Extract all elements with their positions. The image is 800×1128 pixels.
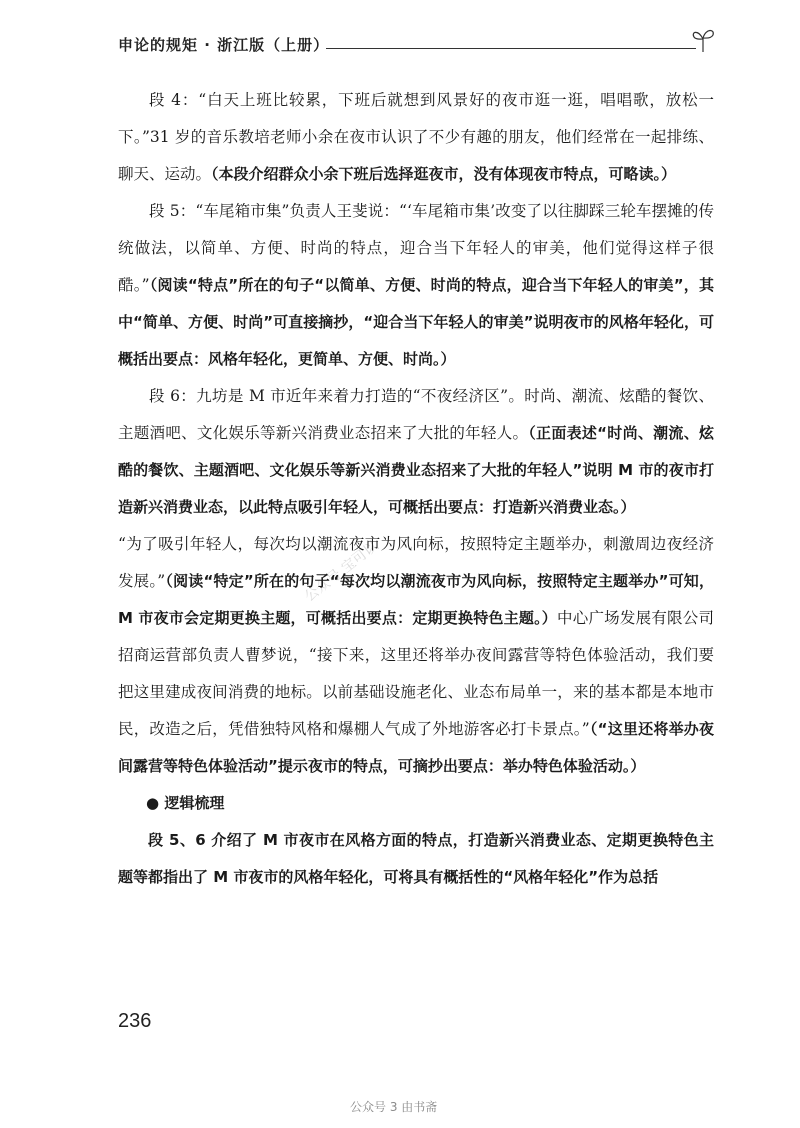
annotation: （本段介绍群众小余下班后选择逛夜市，没有体现夜市特点，可略读。） bbox=[211, 165, 677, 183]
paragraph-5 bbox=[118, 193, 714, 378]
header-rule bbox=[326, 48, 696, 49]
paragraph-text: 段 6：九坊是 M 市近年来着力打造的“不夜经济区”。时尚、潮流、炫酷的餐饮、主题酒吧、文化娱乐等新兴消费业态招来了大批的年轻人。 bbox=[118, 387, 714, 442]
book-title: 申论的规矩 · 浙江版（上册） bbox=[118, 36, 330, 54]
paragraph-6 bbox=[118, 378, 714, 526]
page-number: 236 bbox=[118, 1010, 152, 1032]
annotation: （阅读“特定”所在的句子“每次均以潮流夜市为风向标，按照特定主题举办”可知，M 市夜市会定期更换主题，可概括出要点：定期更换特色主题。） bbox=[118, 572, 714, 627]
annotation: （阅读“特点”所在的句子“以简单、方便、时尚的特点，迎合当下年轻人的审美”，其中“简单、方便、时尚”可直接摘抄，“迎合当下年轻人的审美”说明夜市的风格年轻化，可概括出要点：风格年轻化，更简单、方便、时尚。） bbox=[118, 276, 714, 368]
section-heading bbox=[118, 785, 714, 822]
annotation: （“这里还将举办夜间露营等特色体验活动”提示夜市的特点，可摘抄出要点：举办特色体验活动。） bbox=[118, 720, 714, 775]
footer-stamp: 公众号 3 由书斋 bbox=[350, 1100, 438, 1114]
annotation: （正面表述“时尚、潮流、炫酷的餐饮、主题酒吧、文化娱乐等新兴消费业态招来了大批的年轻人”说明 M 市的夜市打造新兴消费业态，以此特点吸引年轻人，可概括出要点：打造新兴消费业态。） bbox=[118, 424, 714, 516]
paragraph-text: 段 5：“车尾箱市集”负责人王斐说：“‘车尾箱市集’改变了以往脚踩三轮车摆摊的传统做法，以简单、方便、时尚的特点，迎合当下年轻人的审美，他们觉得这样子很酷。” bbox=[118, 202, 714, 294]
section-text: 段 5、6 介绍了 M 市夜市在风格方面的特点，打造新兴消费业态、定期更换特色主题等都指出了 M 市夜市的风格年轻化，可将具有概括性的“风格年轻化”作为总括 bbox=[118, 831, 714, 886]
paragraph-text: 中心广场发展有限公司招商运营部负责人曹梦说，“接下来，这里还将举办夜间露营等特色体验活动，我们要把这里建成夜间消费的地标。以前基础设施老化、业态布局单一，来的基本都是本地市民，改造之后，凭借独特风格和爆棚人气成了外地游客必打卡景点。” bbox=[118, 609, 714, 738]
sprout-icon bbox=[688, 24, 718, 54]
section-title: 逻辑梳理 bbox=[164, 794, 225, 812]
paragraph-4 bbox=[118, 82, 714, 193]
paragraph-6-continued bbox=[118, 526, 714, 785]
bullet-icon: ● bbox=[146, 794, 160, 812]
paragraph-text: “为了吸引年轻人，每次均以潮流夜市为风向标，按照特定主题举办，刺激周边夜经济发展。” bbox=[118, 535, 714, 590]
paragraph-text: 段 4：“白天上班比较累，下班后就想到风景好的夜市逛一逛，唱唱歌，放松一下。”31 岁的音乐教培老师小余在夜市认识了不少有趣的朋友，他们经常在一起排练、聊天、运动。 bbox=[118, 91, 714, 183]
page-body bbox=[118, 82, 714, 896]
running-header bbox=[118, 30, 718, 60]
watermark: 公众号 宝可以 bbox=[301, 537, 382, 605]
